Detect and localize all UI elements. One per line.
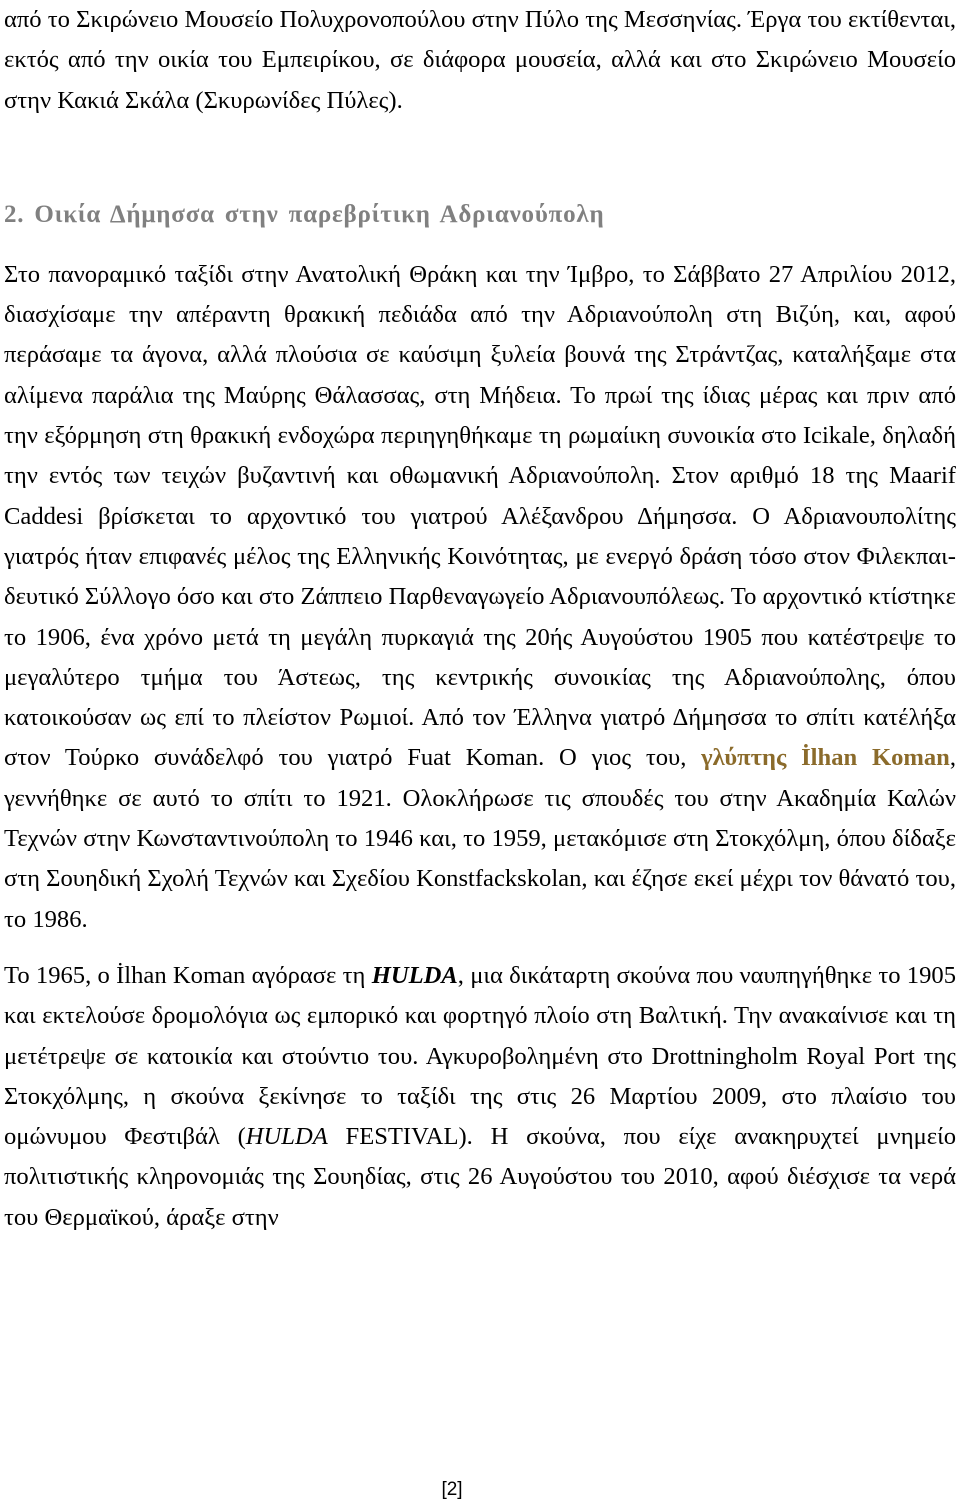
page-number: [2]: [441, 1479, 463, 1500]
ship-name-italic: HULDA: [245, 1123, 328, 1151]
ship-name-bold: HULDA: [371, 961, 458, 989]
section-heading: 2. Οικία Δήμησσα στην παρεβρίτικη Αδριανούπολη: [4, 200, 605, 228]
main-paragraph: [4, 255, 956, 940]
sculptor-name-highlight: γλύπτης İlhan Koman: [701, 744, 950, 772]
document-page: [4, 0, 956, 1238]
second-paragraph-text-2: , μια δικάταρτη σκούνα που ναυπηγήθηκε το 1905 και εκτελούσε δρομολόγια ως εμπορικό και φορτηγό πλοίο στη Βαλτική. Την ανακαίνισε και τη μετέτρεψε σε κατοικία και στούντιο του. Αγκυροβολημένη στο Drottningholm Royal Port της Στοκχόλμης, η σκούνα ξεκίνησε το ταξίδι της στις 26 Μαρτίου 2009, στο πλαίσιο του ομώνυμου Φεστιβάλ (: [4, 961, 956, 1151]
main-paragraph-text-1: Στο πανοραμικό ταξίδι στην Ανατολική Θράκη και την Ίμβρο, το Σάββατο 27 Απριλίου 2012, διασχίσαμε την απέραντη θρακική πεδιάδα από την Αδριανούπολη στη Βιζύη, και, αφού περάσαμε τα άγονα, αλλά πλούσια σε καύσιμη ξυλεία βουνά της Στράντζας, καταλήξαμε στα αλίμενα παράλια της Μαύρης Θάλασσας, στη Μήδεια. Το πρωί της ίδιας μέρας και πριν από την εξόρμηση στη θρακική ενδοχώρα περιηγηθήκαμε τη ρωμαίικη συνοικία στο Icikale, δηλαδή την εντός των τειχών βυζαντινή και οθωμανική Αδριανούπολη. Στον αριθμό 18 της Maarif Caddesi βρίσκεται το αρχοντικό του γιατρού Αλέξανδρου Δήμησσα. Ο Αδριανουπολίτης γιατρός ήταν επιφανές μέλος της Ελληνικής Κοινότητας, με ενεργό δράση τόσο στον Φιλεκπαιδευτικό Σύλλογο όσο και στο Ζάππειο Παρθεναγωγείο Αδριανουπόλεως. Το αρχοντικό κτίστηκε το 1906, ένα χρόνο μετά τη μεγάλη πυρκαγιά της 20ής Αυγούστου 1905 που κατέστρεψε το μεγαλύτερο τμήμα του Άστεως, της κεντρικής συνοικίας της Αδριανούπολης, όπου κατοικούσαν ως επί το πλείστον Ρωμιοί. Από τον Έλληνα γιατρό Δήμησσα το σπίτι κατέλήξα στον Τούρκο συνάδελφό του γιατρό Fuat Koman. Ο γιος του,: [4, 260, 956, 772]
main-paragraph-text-2: , γεννήθηκε σε αυτό το σπίτι το 1921. Ολοκλήρωσε τις σπουδές του στην Ακαδημία Καλών Τεχνών στην Κωνσταντινούπολη το 1946 και, το 1959, μετακόμισε στη Στοκχόλμη, όπου δίδαξε στη Σουηδική Σχολή Τεχνών και Σχεδίου Konstfackskolan, και έζησε εκεί μέχρι τον θάνατό του, το 1986.: [4, 744, 956, 933]
second-paragraph-text-3: FESTIVAL). Η σκούνα, που είχε ανακηρυχτεί μνημείο πολιτιστικής κληρονομιάς της Σουηδίας, στις 26 Αυγούστου του 2010, αφού διέσχισε τα νερά του Θερμαϊκού, άραξε στην: [4, 1123, 956, 1231]
intro-paragraph: από το Σκιρώνειο Μουσείο Πολυχρονοπούλου στην Πύλο της Μεσσηνίας. Έργα του εκτίθενται, εκτός από την οικία του Εμπειρίκου, σε διάφορα μουσεία, αλλά και στο Σκιρώνειο Μουσείο στην Κακιά Σκάλα (Σκυρωνίδες Πύλες).: [4, 6, 956, 114]
second-paragraph-text-1: Το 1965, ο İlhan Koman αγόρασε τη: [4, 961, 372, 989]
second-paragraph: [4, 956, 956, 1238]
